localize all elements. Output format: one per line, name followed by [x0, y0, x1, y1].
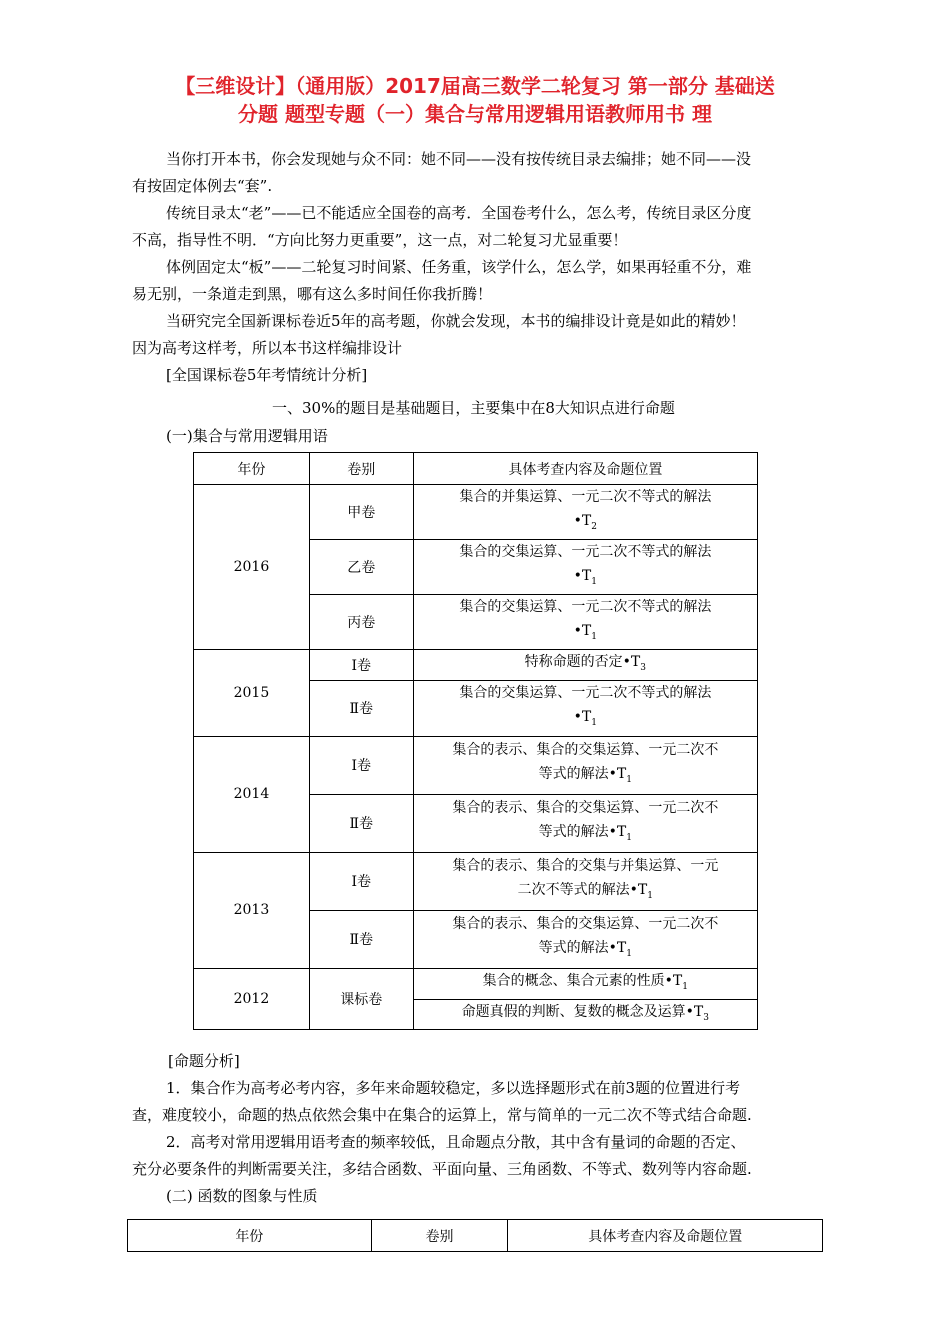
- exam-stats-table-1: [193, 452, 758, 1030]
- paper-cell: Ⅱ卷: [309, 910, 413, 968]
- year-cell: 2013: [194, 852, 310, 968]
- paper-cell: 丙卷: [309, 595, 413, 650]
- content-cell: 集合的表示、集合的交集运算、一元二次不 等式的解法$•T_1$: [413, 736, 757, 794]
- table-row: [194, 650, 758, 681]
- analysis-p1a: 1．集合作为高考必考内容，多年来命题较稳定，多以选择题形式在前3题的位置进行考: [166, 1079, 741, 1097]
- table-row: [194, 736, 758, 794]
- table-row: [194, 968, 758, 999]
- content-cell: 命题真假的判断、复数的概念及运算$•T_3$: [413, 999, 757, 1030]
- section1-heading: 一、30%的题目是基础题目，主要集中在8大知识点进行命题: [272, 399, 675, 417]
- intro-p1a: 当你打开本书，你会发现她与众不同：她不同——没有按传统目录去编排；她不同——没: [166, 150, 752, 168]
- intro-p5: [全国课标卷5年考情统计分析]: [166, 366, 368, 384]
- paper-cell: Ⅱ卷: [309, 680, 413, 736]
- title-line-2: 分题 题型专题（一）集合与常用逻辑用语教师用书 理: [238, 102, 712, 126]
- intro-p3b: 易无别，一条道走到黑，哪有这么多时间任你我折腾！: [132, 285, 493, 303]
- sub1-heading: (一)集合与常用逻辑用语: [166, 427, 328, 445]
- content-cell: 集合的表示、集合的交集运算、一元二次不 等式的解法$•T_1$: [413, 910, 757, 968]
- intro-p4b: 因为高考这样考，所以本书这样编排设计: [132, 339, 403, 357]
- content-cell: 集合的表示、集合的交集运算、一元二次不 等式的解法$•T_1$: [413, 794, 757, 852]
- intro-p2b: 不高，指导性不明．“方向比努力更重要”，这一点，对二轮复习尤显重要！: [132, 231, 628, 249]
- paper-cell: Ⅱ卷: [309, 794, 413, 852]
- table-header-row: [194, 453, 758, 485]
- content-cell: 集合的交集运算、一元二次不等式的解法 $•T_1$: [413, 595, 757, 650]
- header-content: 具体考查内容及命题位置: [508, 1220, 823, 1252]
- year-cell: 2012: [194, 968, 310, 1030]
- exam-stats-table-2: [127, 1219, 823, 1252]
- analysis-p2a: 2．高考对常用逻辑用语考查的频率较低，且命题点分散，其中含有量词的命题的否定、: [166, 1133, 746, 1151]
- content-cell: 集合的表示、集合的交集与并集运算、一元 二次不等式的解法$•T_1$: [413, 852, 757, 910]
- intro-text: [132, 146, 822, 389]
- sub2-heading: (二) 函数的图象与性质: [166, 1187, 318, 1205]
- content-cell: 集合的并集运算、一元二次不等式的解法 $•T_2$: [413, 485, 757, 540]
- header-content: 具体考查内容及命题位置: [413, 453, 757, 485]
- analysis-text: [132, 1048, 822, 1210]
- analysis-p2b: 充分必要条件的判断需要关注，多结合函数、平面向量、三角函数、不等式、数列等内容命题.: [132, 1160, 752, 1178]
- paper-cell: Ⅰ卷: [309, 852, 413, 910]
- document-title: [70, 72, 880, 128]
- year-cell: 2014: [194, 736, 310, 852]
- header-year: 年份: [194, 453, 310, 485]
- paper-cell: 甲卷: [309, 485, 413, 540]
- paper-cell: 课标卷: [309, 968, 413, 1030]
- content-cell: 集合的交集运算、一元二次不等式的解法 $•T_1$: [413, 680, 757, 736]
- table-header-row: [128, 1220, 823, 1252]
- paper-cell: Ⅰ卷: [309, 736, 413, 794]
- header-paper: 卷别: [309, 453, 413, 485]
- analysis-p1b: 查，难度较小，命题的热点依然会集中在集合的运算上，常与简单的一元二次不等式结合命题.: [132, 1106, 752, 1124]
- intro-p2a: 传统目录太“老”——已不能适应全国卷的高考．全国卷考什么，怎么考，传统目录区分度: [166, 204, 752, 222]
- intro-p1b: 有按固定体例去“套”.: [132, 177, 273, 195]
- intro-p4a: 当研究完全国新课标卷近5年的高考题，你就会发现，本书的编排设计竟是如此的精妙！: [166, 312, 746, 330]
- title-line-1: 【三维设计】（通用版）2017届高三数学二轮复习 第一部分 基础送: [175, 74, 775, 98]
- table-row: [194, 852, 758, 910]
- header-paper: 卷别: [371, 1220, 508, 1252]
- analysis-heading: [命题分析]: [168, 1052, 240, 1070]
- paper-cell: Ⅰ卷: [309, 650, 413, 681]
- table-row: [194, 485, 758, 540]
- intro-p3a: 体例固定太“板”——二轮复习时间紧、任务重，该学什么，怎么学，如果再轻重不分，难: [166, 258, 752, 276]
- year-cell: 2015: [194, 650, 310, 737]
- header-year: 年份: [128, 1220, 372, 1252]
- content-cell: 集合的概念、集合元素的性质$•T_1$: [413, 968, 757, 999]
- content-cell: 特称命题的否定$•T_3$: [413, 650, 757, 681]
- paper-cell: 乙卷: [309, 540, 413, 595]
- content-cell: 集合的交集运算、一元二次不等式的解法 $•T_1$: [413, 540, 757, 595]
- year-cell: 2016: [194, 485, 310, 650]
